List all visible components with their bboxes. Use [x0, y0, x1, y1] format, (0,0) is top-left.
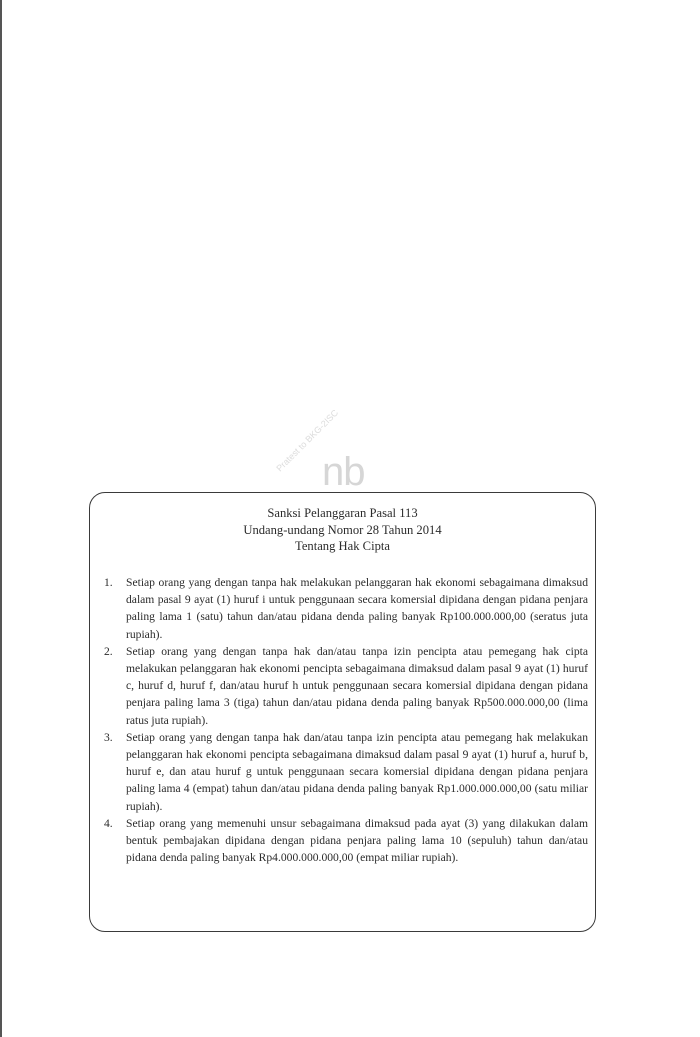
- header-line-2: Undang-undang Nomor 28 Tahun 2014: [243, 522, 442, 537]
- sanction-list: [104, 574, 588, 866]
- list-item-number: 3.: [104, 730, 113, 744]
- page-left-edge: [0, 0, 2, 1037]
- watermark-logo-text: nb: [322, 450, 365, 494]
- list-item: [104, 815, 588, 867]
- header-line-1: Sanksi Pelanggaran Pasal 113: [267, 506, 418, 520]
- list-item-number: 1.: [104, 576, 113, 589]
- list-item-number: 4.: [104, 816, 113, 830]
- list-item-text: Setiap orang yang memenuhi unsur sebagaimana dimaksud pada ayat (3) yang dilakukan dalam bentuk pembajakan dipidana dengan pidana penjara paling lama 10 (sepuluh) tahun dan/atau pidana denda paling banyak Rp4.000.000.000,00 (empat miliar rupiah).: [126, 816, 588, 865]
- copyright-sanction-box: [89, 492, 596, 932]
- list-item-number: 2.: [104, 644, 113, 658]
- list-item: [104, 643, 588, 729]
- list-item: [104, 729, 588, 815]
- list-item-text: Setiap orang yang dengan tanpa hak dan/atau tanpa izin pencipta atau pemegang hak melakukan pelanggaran hak ekonomi pencipta sebagaimana dimaksud dalam pasal 9 ayat (1) huruf a, huruf b, huruf e, dan atau huruf g untuk penggunaan secara komersial dipidana dengan pidana penjara paling lama 4 (empat) tahun dan/atau pidana denda paling banyak Rp1.000.000.000,00 (satu miliar rupiah).: [126, 730, 588, 813]
- watermark-stamp-text: Pratest to BKG-2ISC: [274, 407, 341, 474]
- list-item-text: Setiap orang yang dengan tanpa hak melakukan pelanggaran hak ekonomi sebagaimana dimaksud dalam pasal 9 ayat (1) huruf i untuk penggunaan secara komersial dipidana dengan pidana penjara paling lama 1 (satu) tahun dan/atau pidana denda paling banyak Rp100.000.000,00 (seratus juta rupiah).: [126, 576, 588, 641]
- header-line-3: Tentang Hak Cipta: [295, 539, 390, 553]
- list-item: [104, 574, 588, 643]
- list-item-text: Setiap orang yang dengan tanpa hak dan/atau tanpa izin pencipta atau pemegang hak cipta melakukan pelanggaran hak ekonomi pencipta sebagaimana dimaksud dalam pasal 9 ayat (1) huruf c, huruf d, huruf f, dan/atau huruf h untuk penggunaan secara komersial dipidana dengan pidana penjara paling lama 3 (tiga) tahun dan/atau pidana denda paling banyak Rp500.000.000,00 (lima ratus juta rupiah).: [126, 644, 588, 727]
- box-header: [90, 505, 595, 555]
